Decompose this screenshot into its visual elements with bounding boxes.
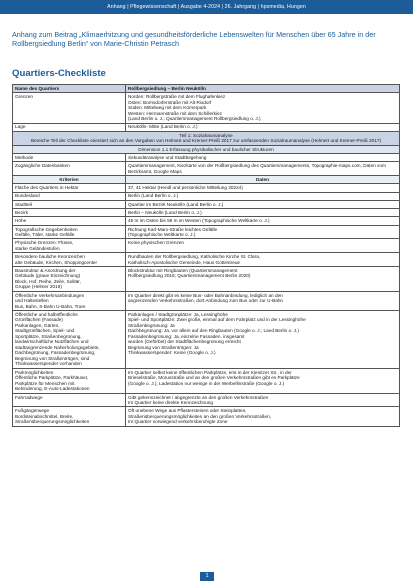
row-value: Neukölln- Mitte (Land Berlin o. J.) [126,123,400,131]
row-value: Norden: Rollbergstraße mit dem Flughafenkiez Osten: Bornsdorferstraße mit Alt-Rixdorf Süden: Mittelweg mit dem Körnerpark Westen: Hermannstraße mit dem Schillerkiez (Land Berlin o. J.; Quartiersmanagement Rollbergsiedlung o. J.) [126,93,400,123]
table-row [13,184,400,192]
row-label: Öffentliche und halböffentliche Grünflächen (Fassade) Parkanlagen, Gärten, Stadtgrünflächen, Spiel- und Sportplätze, Straßenbegrünung, landwirtschaftliche Nutzflächen und stadtangrenzende Naherholungsgebiete, Dachbegrünung, Fassadenbegrünung, Begrünung von Straßentrögen, sind Thinkwasserspender vorhanden [13,311,126,369]
row-value: Quartiersmanagement, Kiezkarte von der Rollbergsiedlung des Quartiersmanagements, Topographie-maps.com, Daten vom Bezirksamt, Google Maps [126,162,400,176]
row-value: 45 m im Osten bis 58 m im Westen (Topographische Weltkarte o. J.) [126,217,400,225]
row-value: Parkanlagen / Stadtgrünplätze: Ja, Lessinghöhe Spiel- und Sportplätze: Zwei große, einmal auf dem Fahrplatz und in der Lessinghöhe Straßenbegrünung: Ja Dachbegrünung: Ja, vor allem auf den Ringbauten (Google o. J.; Land Berlin o. J.) Fassadenbegrünung: Ja, einzelne Fassaden, insgesamt wurden (Geförbet) der Stadtflächenbegrünung erreicht Begrünung von Straßentrögen: Ja Thinkwasserspender: Keine (Google o. J.) [126,311,400,369]
subsection-heading: Dimension 1.1 Erfassung physikalischer und baulicher Strukturen [13,145,400,153]
row-label: Fußgängerwege Bordsteinabschnittel, Breite, Straßenüberquerungsmöglichkeiten [13,407,126,426]
row-label: Bezirk [13,209,126,217]
row-label: Grenzen [13,93,126,123]
row-value: Sekundäranalyse und Stadtbegehung [126,153,400,161]
subsection-row [13,145,400,153]
row-label: Fläche des Quartiers in Hektar [13,184,126,192]
row-label: Zugängliche Datenbanken [13,162,126,176]
row-label: Methode [13,153,126,161]
article-intro: Anhang zum Beitrag „Klimaerhitzung und gesundheitsförderliche Lebenswelten für Menschen über 65 Jahre in der Rollbergsiedlung Berlin“ von Marie-Christin Petrasch [12,30,376,49]
table-row [13,225,400,239]
row-label: Höhe [13,217,126,225]
section-row [13,131,400,145]
column-header: Rollbergsiedlung – Berlin Neukölln [126,85,400,93]
table-row [13,311,400,369]
row-value: Gibt gekennzeichnet / abgegrenzte an den großen Verkehrsstraßen Im Quartier keine direkte Kennzeichnung [126,393,400,407]
row-label: Topografische Gegebenheiten Gefälle, Täler, starke Gefälle [13,225,126,239]
section-heading: Teil 1: Sozialraumanalyse Bereiche Teil der Checkliste orientiert sich an den Vorgaben von Helmert und Kremer-Preiß 2017 zur umfassenden Sozialraumanalyse (Helmert und Kremer-Preiß 2017) [13,131,400,145]
table-row [13,200,400,208]
page-number: 1 [200,572,214,581]
row-value: Richtung Karl-Marx-Straße leichtes Gefälle (Topographische Weltkarte o. J.) [126,225,400,239]
row-value: Im Quartier selbst keine öffentlichen Parkplätze, erst in der Kienitzer Str., in der Brieselstraße, Morusstraße und an den großen Verkehrsstraßen gibt es Parkplätze (Google o. J.), Ladestation nur wenige in der Werbellinstraße (Google o. J.) [126,368,400,393]
row-label: Parkmöglichkeiten Öffentliche Parkplätze, Parkhäuser, Parkplätze für Menschen mit Behinderung, E-Auto-Ladestationen [13,368,126,393]
table-row [13,253,400,267]
table-row [13,267,400,292]
table-row [13,407,400,426]
row-value: Keine physischen Grenzen [126,239,400,253]
row-label: Baustruktur & Anordnung der Gebäude (graue Einzeichnung) Block, Hof, Reihe, Zeile, Solitär, Gruppe (Helmer 2019) [13,267,126,292]
table-row [13,393,400,407]
row-label: Besondere bauliche Kennzeichen alte Gebäude, Kirchen, Shoppingcenter [13,253,126,267]
table-row [13,162,400,176]
row-label: Bundesland [13,192,126,200]
row-value: Rundbauten der Rollbergsiedlung, Katholische Kirche St. Clara, Katholisch-Apostolische Gemeinde, Haus Gottestreue [126,253,400,267]
criteria-header-row [13,175,400,183]
section-title: Quartiers-Checkliste [12,68,106,79]
table-row [13,93,400,123]
column-header: Daten [126,175,400,183]
table-header-row [13,85,400,93]
table-row [13,368,400,393]
column-header: Kriterien [13,175,126,183]
row-label: Öffentliche Verkehrsanbindungen und Haltestellen Bus, Bahn, S-Bahn U-Bahn, Tram [13,291,126,310]
table-row [13,291,400,310]
column-header: Name des Quartiers [13,85,126,93]
row-label: Stadtteil [13,200,126,208]
row-label: Fahrradwege [13,393,126,407]
row-value: Berlin – Neukölln (Land Berlin o. J.) [126,209,400,217]
table-row [13,217,400,225]
row-label: Physische Grenzen: Flüsse, starke Geländestufen [13,239,126,253]
running-header: Anhang | Pflegewissenschaft | Ausgabe 4-2024 | 26. Jahrgang | hpsmedia, Hungen [0,0,413,14]
row-value: 37, 41 Hektar (Hendl und persönliche Mitteilung 20224) [126,184,400,192]
row-value: Im Quartier direkt gibt es keine Bus- oder Bahnanbindung, lediglich an den angrenzenden Verkehrsstraßen, dort Anbindung zum Bus oder zur U-Bahn [126,291,400,310]
row-value: Quartier im Bezirk Neukölln (Land Berlin o. J.) [126,200,400,208]
table-row [13,192,400,200]
table-row [13,239,400,253]
row-value: Berlin (Land Berlin o. J.) [126,192,400,200]
table-row [13,153,400,161]
row-value: Blockstruktur mit Ringbauten (Quartiersmanagement Rollbergsiedlung 2018; Quartiersmanagement Berlin 2020) [126,267,400,292]
checklist-table [12,84,400,427]
row-label: Lage [13,123,126,131]
table-row [13,123,400,131]
table-row [13,209,400,217]
row-value: Oft unebene Wege aus Pflastersteinen oder Steinplatten, Straßenüberquerungsmöglichkeiten an den großen Verkehrsstraßen, Im Quartier vorwiegend verkehrsberuhigte Zone [126,407,400,426]
